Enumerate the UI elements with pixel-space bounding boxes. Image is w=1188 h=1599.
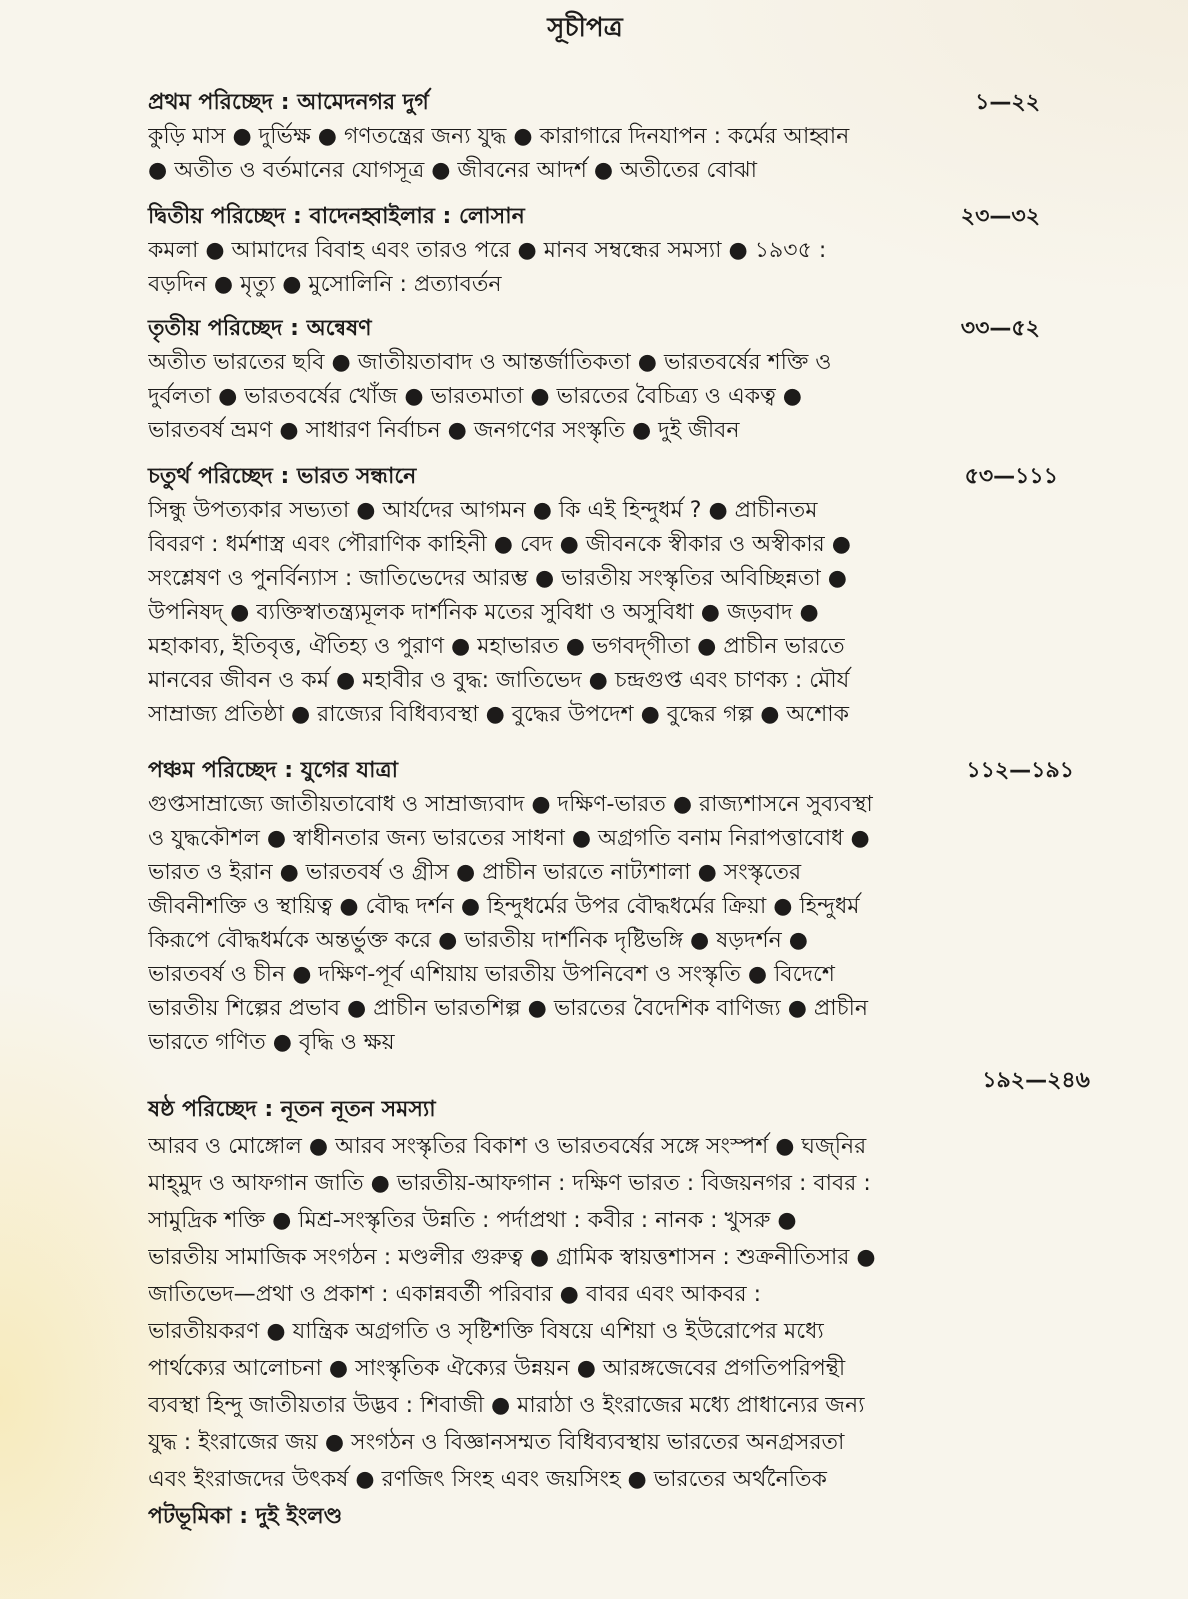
topic-line: সামুদ্রিক শক্তি ● মিশ্র-সংস্কৃতির উন্নতি : পর্দাপ্রথা : কবীর : নানক : খুসরু ● xyxy=(148,1208,797,1233)
chapter-title: দ্বিতীয় পরিচ্ছেদ : বাদেনহ্বাইলার : লোসান xyxy=(148,204,525,229)
topic-line: ভারতীয় শিল্পের প্রভাব ● প্রাচীন ভারতশিল্প ● ভারতের বৈদেশিক বাণিজ্য ● প্রাচীন xyxy=(148,996,868,1021)
topic-line: পটভূমিকা : দুই ইংলণ্ড xyxy=(148,1504,343,1529)
chapter-heading xyxy=(148,460,1098,494)
chapter-heading xyxy=(148,1068,1098,1128)
chapter-6 xyxy=(148,1068,1098,1535)
chapter-4 xyxy=(148,460,1098,732)
topic-line: মাহ্‌মুদ ও আফগান জাতি ● ভারতীয়-আফগান : দক্ষিণ ভারত : বিজয়নগর : বাবর : xyxy=(148,1171,871,1196)
topic-line: ভারত ও ইরান ● ভারতবর্ষ ও গ্রীস ● প্রাচীন ভারতে নাট্যশালা ● সংস্কৃতের xyxy=(148,860,802,885)
chapter-3 xyxy=(148,312,1098,448)
page-range: ৫৩—১১১ xyxy=(964,464,1058,489)
topic-line: সংশ্লেষণ ও পুনর্বিন্যাস : জাতিভেদের আরম্ভ ● ভারতীয় সংস্কৃতির অবিচ্ছিন্নতা ● xyxy=(148,566,847,591)
topic-line: ভারতীয়করণ ● যান্ত্রিক অগ্রগতি ও সৃষ্টিশক্তি বিষয়ে এশিয়া ও ইউরোপের মধ্যে xyxy=(148,1319,824,1344)
topic-line: জাতিভেদ—প্রথা ও প্রকাশ : একান্নবর্তী পরিবার ● বাবর এবং আকবর : xyxy=(148,1282,762,1307)
topic-line: ভারতবর্ষ ভ্রমণ ● সাধারণ নির্বাচন ● জনগণের সংস্কৃতি ● দুই জীবন xyxy=(148,418,740,443)
chapter-title: প্রথম পরিচ্ছেদ : আমেদনগর দুর্গ xyxy=(148,90,429,115)
topic-line: ভারতে গণিত ● বৃদ্ধি ও ক্ষয় xyxy=(148,1030,395,1055)
topic-line: সিন্ধু উপত্যকার সভ্যতা ● আর্যদের আগমন ● কি এই হিন্দুধর্ম ? ● প্রাচীনতম xyxy=(148,498,818,523)
topic-line: জীবনীশক্তি ও স্থায়িত্ব ● বৌদ্ধ দর্শন ● হিন্দুধর্মের উপর বৌদ্ধধর্মের ক্রিয়া ● হিন্দুধর্ম xyxy=(148,894,860,919)
topic-line: কমলা ● আমাদের বিবাহ এবং তারও পরে ● মানব সম্বন্ধের সমস্যা ● ১৯৩৫ : xyxy=(148,238,827,263)
chapter-1 xyxy=(148,86,1098,188)
page-range: ৩৩—৫২ xyxy=(960,316,1040,341)
topic-line: মহাকাব্য, ইতিবৃত্ত, ঐতিহ্য ও পুরাণ ● মহাভারত ● ভগবদ্‌গীতা ● প্রাচীন ভারতে xyxy=(148,634,845,659)
topic-line: উপনিষদ্ ● ব্যক্তিস্বাতন্ত্র্যমূলক দার্শনিক মতের সুবিধা ও অসুবিধা ● জড়বাদ ● xyxy=(148,600,819,625)
topic-line: দুর্বলতা ● ভারতবর্ষের খোঁজ ● ভারতমাতা ● ভারতের বৈচিত্র্য ও একত্ব ● xyxy=(148,384,802,409)
page-title: সূচীপত্র xyxy=(547,13,623,43)
topic-line: মানবের জীবন ও কর্ম ● মহাবীর ও বুদ্ধ: জাতিভেদ ● চন্দ্রগুপ্ত এবং চাণক্য : মৌর্য xyxy=(148,668,850,693)
topic-line: ● অতীত ও বর্তমানের যোগসূত্র ● জীবনের আদর্শ ● অতীতের বোঝা xyxy=(148,158,758,183)
chapter-heading xyxy=(148,200,1098,234)
chapter-heading xyxy=(148,312,1098,346)
topic-line: এবং ইংরাজদের উৎকর্ষ ● রণজিৎ সিংহ এবং জয়সিংহ ● ভারতের অর্থনৈতিক xyxy=(148,1467,827,1492)
page-range: ২৩—৩২ xyxy=(960,204,1040,229)
topic-line: বড়দিন ● মৃত্যু ● মুসোলিনি : প্রত্যাবর্তন xyxy=(148,272,502,297)
topic-line: কিরূপে বৌদ্ধধর্মকে অন্তর্ভুক্ত করে ● ভারতীয় দার্শনিক দৃষ্টিভঙ্গি ● ষড়দর্শন ● xyxy=(148,928,808,953)
topic-line: আরব ও মোঙ্গোল ● আরব সংস্কৃতির বিকাশ ও ভারতবর্ষের সঙ্গে সংস্পর্শ ● ঘজ্‌নির xyxy=(148,1134,867,1159)
chapter-2 xyxy=(148,200,1098,302)
topic-line: গুপ্তসাম্রাজ্যে জাতীয়তাবোধ ও সাম্রাজ্যবাদ ● দক্ষিণ-ভারত ● রাজ্যশাসনে সুব্যবস্থা xyxy=(148,792,873,817)
chapter-heading xyxy=(148,754,1098,788)
page-range: ১—২২ xyxy=(975,90,1040,115)
topic-line: অতীত ভারতের ছবি ● জাতীয়তাবাদ ও আন্তর্জাতিকতা ● ভারতবর্ষের শক্তি ও xyxy=(148,350,832,375)
topic-line: যুদ্ধ : ইংরাজের জয় ● সংগঠন ও বিজ্ঞানসম্মত বিধিব্যবস্থায় ভারতের অনগ্রসরতা xyxy=(148,1430,845,1455)
page-range: ১৯২—২৪৬ xyxy=(982,1068,1090,1093)
chapter-title: তৃতীয় পরিচ্ছেদ : অন্বেষণ xyxy=(148,316,372,341)
page-range: ১১২—১৯১ xyxy=(966,758,1074,783)
topic-line: সাম্রাজ্য প্রতিষ্ঠা ● রাজ্যের বিধিব্যবস্থা ● বুদ্ধের উপদেশ ● বুদ্ধের গল্প ● অশোক xyxy=(148,702,850,727)
topic-line: বিবরণ : ধর্মশাস্ত্র এবং পৌরাণিক কাহিনী ● বেদ ● জীবনকে স্বীকার ও অস্বীকার ● xyxy=(148,532,851,557)
topic-line: ভারতীয় সামাজিক সংগঠন : মণ্ডলীর গুরুত্ব ● গ্রামিক স্বায়ত্তশাসন : শুক্রনীতিসার ● xyxy=(148,1245,876,1270)
chapter-5 xyxy=(148,754,1098,1060)
topic-line: পার্থক্যের আলোচনা ● সাংস্কৃতিক ঐক্যের উন্নয়ন ● আরঙ্গজেবের প্রগতিপরিপন্থী xyxy=(148,1356,846,1381)
chapter-title: চতুর্থ পরিচ্ছেদ : ভারত সন্ধানে xyxy=(148,464,417,489)
topic-line: ও যুদ্ধকৌশল ● স্বাধীনতার জন্য ভারতের সাধনা ● অগ্রগতি বনাম নিরাপত্তাবোধ ● xyxy=(148,826,870,851)
topic-line: ব্যবস্থা হিন্দু জাতীয়তার উদ্ভব : শিবাজী ● মারাঠা ও ইংরাজের মধ্যে প্রাধান্যের জন্য xyxy=(148,1393,865,1418)
chapter-heading xyxy=(148,86,1098,120)
chapter-title: ষষ্ঠ পরিচ্ছেদ : নূতন নূতন সমস্যা xyxy=(148,1097,436,1122)
chapter-title: পঞ্চম পরিচ্ছেদ : যুগের যাত্রা xyxy=(148,758,398,783)
topic-line: ভারতবর্ষ ও চীন ● দক্ষিণ-পূর্ব এশিয়ায় ভারতীয় উপনিবেশ ও সংস্কৃতি ● বিদেশে xyxy=(148,962,835,987)
topic-line: কুড়ি মাস ● দুর্ভিক্ষ ● গণতন্ত্রের জন্য যুদ্ধ ● কারাগারে দিনযাপন : কর্মের আহ্বান xyxy=(148,124,850,149)
